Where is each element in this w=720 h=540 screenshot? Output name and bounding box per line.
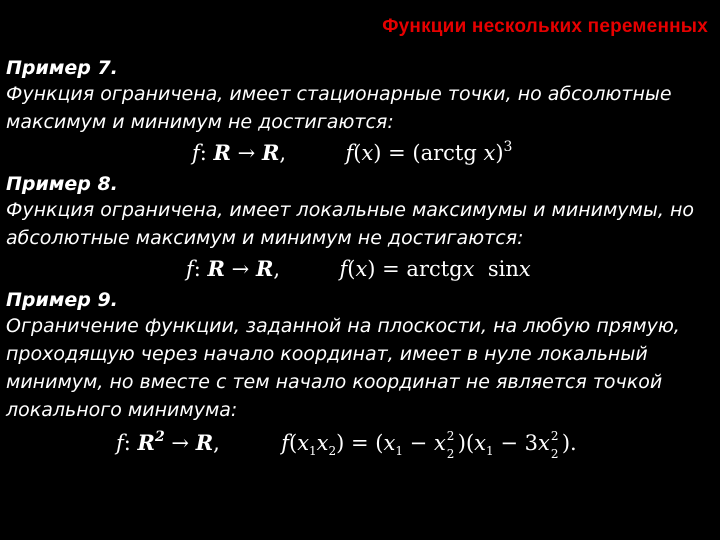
example-7 [6, 56, 714, 168]
example-label: Пример 9. [6, 289, 118, 311]
example-label: Пример 7. [6, 57, 118, 79]
example-label: Пример 8. [6, 173, 118, 195]
example-text: Функция ограничена, имеет локальные максимумы и минимумы, но абсолютные максимум и минимум не достигаются: [6, 199, 695, 249]
example-9 [6, 288, 714, 461]
formula-left: f: R → R, [192, 140, 293, 165]
formula-right: f(x) = (arctg x)$^3$ [345, 139, 513, 165]
formula [6, 428, 714, 461]
example-text: Функция ограничена, имеет стационарные точки, но абсолютные максимум и минимум не достигаются: [6, 83, 672, 133]
formula [6, 254, 714, 284]
example-label-text: Пример 9 [6, 289, 111, 311]
slide-title: Функции нескольких переменных [382, 16, 708, 37]
formula-right: $f(x_1x_2) = (x_1 - x$ 2 2 )($x_1 - 3x$ 2 2 ). [281, 429, 577, 461]
formula-right: f(x) = arctgx sinx [339, 257, 531, 281]
formula-left: f: $R^2 \to R$, [116, 429, 227, 455]
slide-content [6, 56, 714, 461]
example-text: Ограничение функции, заданной на плоскости, на любую прямую, проходящую через начало координат, имеет в нуле локальный минимум, но вместе с тем начало координат не является точкой локального минимума: [6, 315, 680, 421]
example-8 [6, 172, 714, 284]
formula [6, 138, 714, 168]
formula-left: f: R → R, [186, 256, 287, 281]
example-label-text: Пример 8 [6, 173, 111, 195]
example-label-text: Пример 7 [6, 57, 111, 79]
